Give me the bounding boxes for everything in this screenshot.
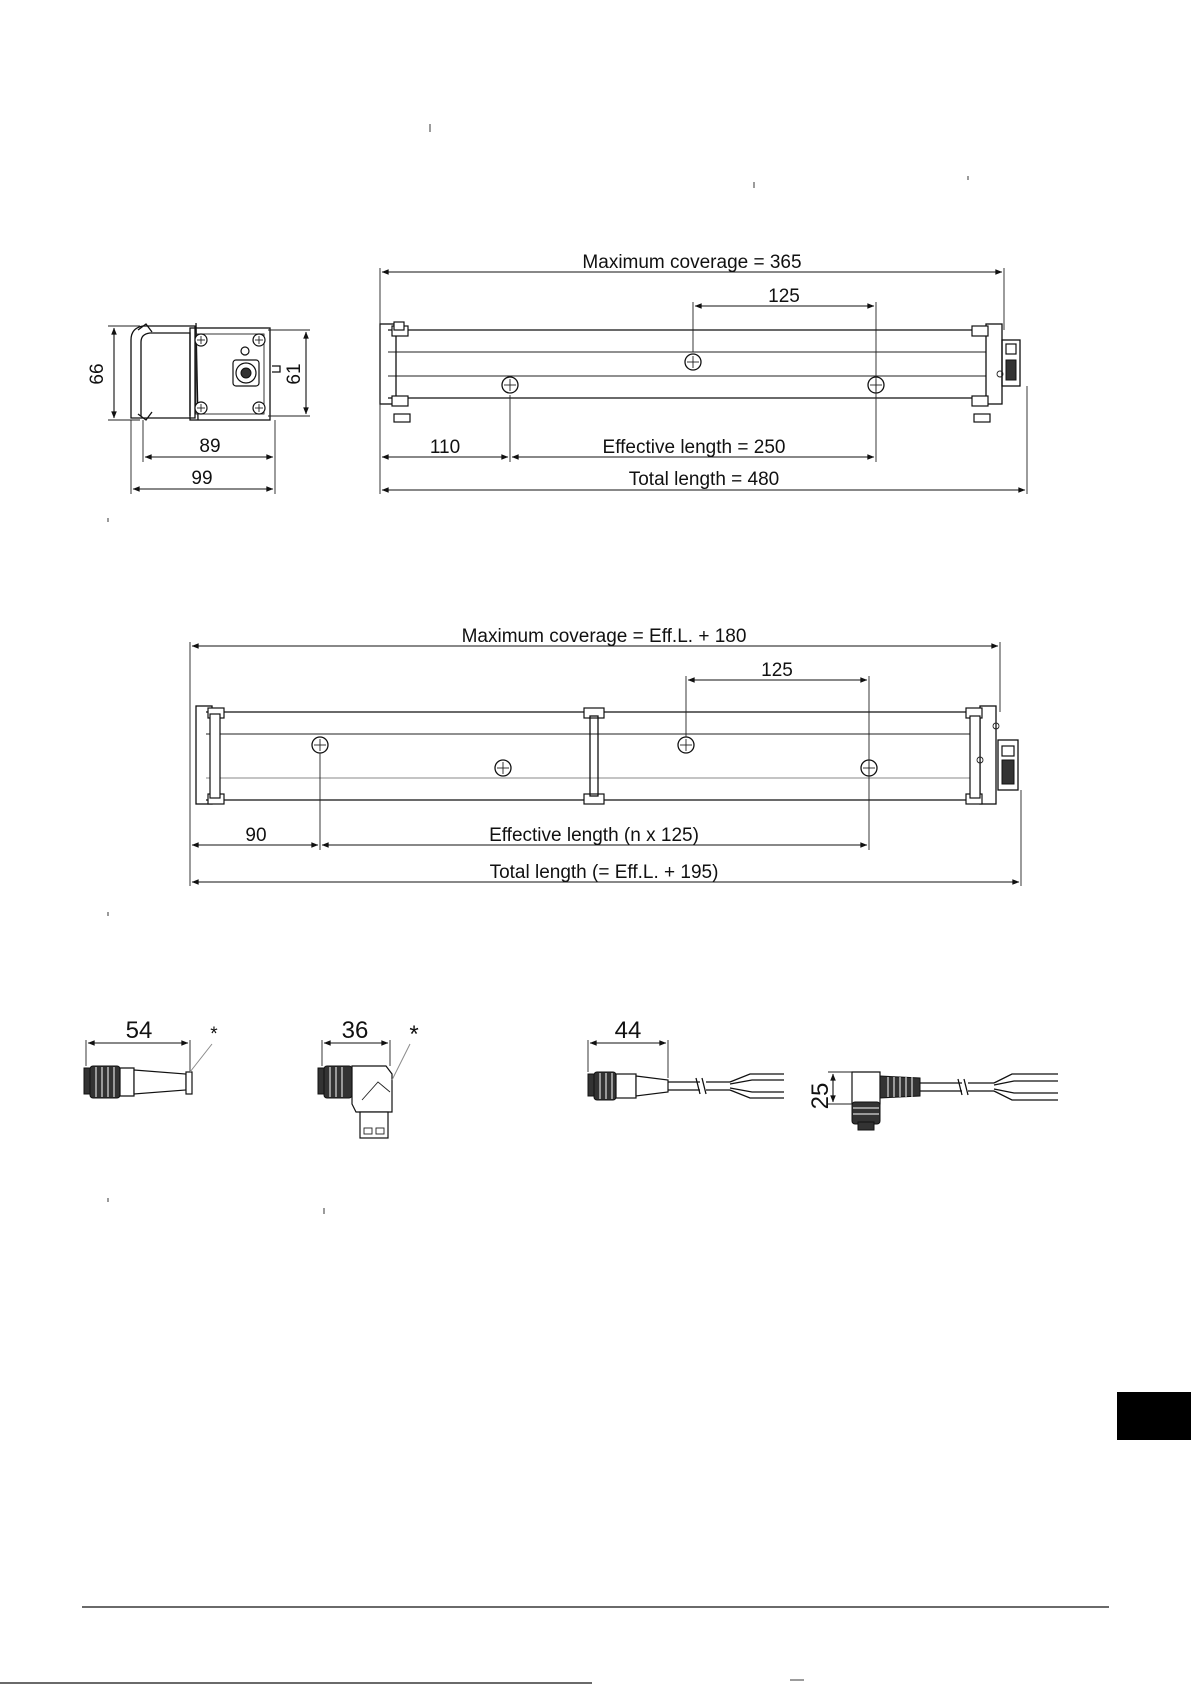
- variable-effective-length-label: Effective length (n x 125): [489, 825, 699, 846]
- straight-connector-note: *: [210, 1024, 218, 1045]
- beam-marker-icon: [312, 737, 328, 753]
- fixed-total-length-label: Total length = 480: [628, 469, 780, 490]
- fixed-beam-markers: [502, 354, 884, 393]
- beam-marker-icon: [502, 377, 518, 393]
- variable-offset-label: 90: [245, 825, 267, 846]
- variable-bar-drawing: [196, 706, 1018, 804]
- angled-connector-length: 36: [341, 1017, 369, 1044]
- fixed-effective-length-label: Effective length = 250: [602, 437, 786, 458]
- fixed-offset-label: 110: [429, 437, 461, 458]
- angled-connector-note: *: [409, 1021, 419, 1048]
- fixed-bar-drawing: [380, 322, 1020, 422]
- beam-marker-icon: [495, 760, 511, 776]
- section-tab-icon: [1117, 1392, 1191, 1440]
- variable-dimensions: [190, 642, 1021, 886]
- stray-marks: [108, 124, 968, 1214]
- variable-total-length-label: Total length (= Eff.L. + 195): [489, 862, 719, 883]
- dim-width-inner: 89: [199, 436, 221, 457]
- connector-icon: [318, 1066, 392, 1138]
- variable-beam-pitch-label: 125: [761, 660, 793, 681]
- connector-icon: [84, 1066, 192, 1098]
- fixed-max-coverage-label: Maximum coverage = 365: [582, 252, 802, 273]
- dim-width-outer: 99: [191, 468, 213, 489]
- cable-icon: [588, 1072, 784, 1100]
- dim-height-outer: 66: [87, 363, 108, 385]
- beam-marker-icon: [685, 354, 701, 370]
- straight-connector-length: 54: [125, 1017, 153, 1044]
- cable-angled-height: 25: [807, 1082, 834, 1110]
- cable-straight-length: 44: [614, 1017, 642, 1044]
- side-view-drawing: [131, 323, 280, 420]
- beam-marker-icon: [678, 737, 694, 753]
- variable-beam-markers: [312, 737, 877, 776]
- variable-max-coverage-label: Maximum coverage = Eff.L. + 180: [461, 626, 747, 647]
- fixed-beam-pitch-label: 125: [768, 286, 800, 307]
- dim-height-inner: 61: [284, 363, 305, 385]
- fixed-dimensions: [380, 268, 1027, 494]
- cable-icon: [852, 1072, 1058, 1130]
